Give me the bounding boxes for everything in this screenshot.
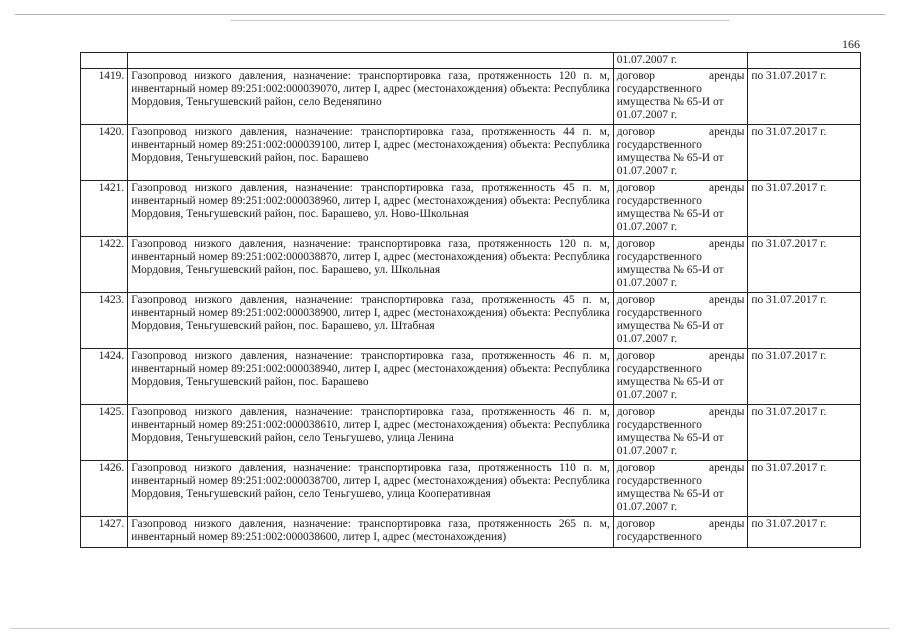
row-term: [748, 349, 861, 405]
basis-rest: государственного имущества № 65-И от 01.07.2007 г.: [616, 307, 724, 345]
basis-rest: государственного имущества № 65-И от 01.07.2007 г.: [616, 419, 724, 457]
row-term-text: по 31.07.2017 г.: [751, 70, 827, 82]
row-description: [128, 237, 613, 293]
row-description: [128, 69, 613, 125]
row-basis: [613, 517, 748, 548]
table-row: [81, 349, 861, 405]
registry-table: [80, 52, 861, 548]
row-number: [81, 181, 128, 237]
scan-artifact-bottom: [10, 628, 890, 629]
row-number: [81, 293, 128, 349]
row-number-text: 1419.: [98, 70, 125, 82]
basis-rest: государственного имущества № 65-И от 01.07.2007 г.: [616, 363, 724, 401]
row-description-text: Газопровод низкого давления, назначение: транспортировка газа, протяженность 45 п. м, инвентарный номер 89:251:002:000038900, литер I, адрес (местонахождения) объекта: Республика Мордовия, Теньгушевский район, пос. Барашево, ул. Штабная: [131, 294, 610, 332]
row-description-text: Газопровод низкого давления, назначение: транспортировка газа, протяженность 46 п. м, инвентарный номер 89:251:002:000038610, литер I, адрес (местонахождения) объекта: Республика Мордовия, Теньгушевский район, село Теньгушево, улица Ленина: [131, 406, 610, 444]
row-term-text: по 31.07.2017 г.: [751, 182, 827, 194]
basis-word-1: договор: [616, 126, 655, 138]
row-term: [748, 461, 861, 517]
basis-line: [617, 238, 745, 251]
cell-term: [748, 53, 861, 69]
row-number: [81, 237, 128, 293]
basis-word-1: договор: [616, 238, 655, 250]
table-row: [81, 293, 861, 349]
row-description: [128, 461, 613, 517]
row-description-text: Газопровод низкого давления, назначение: транспортировка газа, протяженность 44 п. м, инвентарный номер 89:251:002:000039100, литер I, адрес (местонахождения) объекта: Республика Мордовия, Теньгушевский район, пос. Барашево: [131, 126, 610, 164]
scan-artifact-top-2: [230, 20, 730, 21]
basis-rest: государственного имущества № 65-И от 01.07.2007 г.: [616, 475, 724, 513]
row-description: [128, 293, 613, 349]
basis-word-1: договор: [616, 70, 655, 82]
table-row: [81, 181, 861, 237]
row-basis: [613, 125, 748, 181]
basis-rest: государственного имущества № 65-И от 01.07.2007 г.: [616, 195, 724, 233]
row-term: [748, 293, 861, 349]
basis-word-1: договор: [616, 182, 655, 194]
scan-artifact-top: [15, 14, 885, 15]
row-term-text: по 31.07.2017 г.: [751, 294, 827, 306]
row-description: [128, 405, 613, 461]
row-term-text: по 31.07.2017 г.: [751, 406, 827, 418]
row-basis: [613, 181, 748, 237]
row-description-text: Газопровод низкого давления, назначение: транспортировка газа, протяженность 265 п. м, инвентарный номер 89:251:002:000038600, литер I, адрес (местонахождения): [131, 518, 610, 543]
row-basis: [613, 293, 748, 349]
basis-word-1: договор: [616, 350, 655, 362]
basis-word-2: аренды: [709, 462, 745, 474]
row-description: [128, 181, 613, 237]
table-row: [81, 461, 861, 517]
row-term: [748, 181, 861, 237]
row-number: [81, 69, 128, 125]
row-term: [748, 69, 861, 125]
row-number-text: 1422.: [98, 238, 125, 250]
table-row: [81, 237, 861, 293]
row-description: [128, 349, 613, 405]
row-term-text: по 31.07.2017 г.: [751, 238, 827, 250]
row-number: [81, 517, 128, 548]
basis-rest: государственного имущества № 65-И от 01.07.2007 г.: [616, 251, 724, 289]
basis-line: [617, 462, 745, 475]
cell-basis: [613, 53, 748, 69]
row-description: [128, 517, 613, 548]
row-number-text: 1420.: [98, 126, 125, 138]
row-basis: [613, 405, 748, 461]
row-number: [81, 405, 128, 461]
row-description-text: Газопровод низкого давления, назначение: транспортировка газа, протяженность 120 п. м, инвентарный номер 89:251:002:000038870, литер I, адрес (местонахождения) объекта: Республика Мордовия, Теньгушевский район, пос. Барашево, ул. Школьная: [131, 238, 610, 276]
row-term-text: по 31.07.2017 г.: [751, 350, 827, 362]
basis-word-1: договор: [616, 462, 655, 474]
row-description-text: Газопровод низкого давления, назначение: транспортировка газа, протяженность 46 п. м, инвентарный номер 89:251:002:000038940, литер I, адрес (местонахождения) объекта: Республика Мордовия, Теньгушевский район, пос. Барашево: [131, 350, 610, 388]
basis-word-2: аренды: [709, 70, 745, 82]
row-term-text: по 31.07.2017 г.: [751, 462, 827, 474]
row-number-text: 1426.: [98, 462, 125, 474]
basis-rest: государственного: [616, 531, 702, 543]
row-number: [81, 461, 128, 517]
table-row: [81, 517, 861, 548]
basis-line: [617, 182, 745, 195]
row-description: [128, 125, 613, 181]
basis-word-1: договор: [616, 406, 655, 418]
basis-word-1: договор: [616, 294, 655, 306]
basis-rest: государственного имущества № 65-И от 01.07.2007 г.: [616, 83, 724, 121]
row-description-text: Газопровод низкого давления, назначение: транспортировка газа, протяженность 110 п. м, инвентарный номер 89:251:002:000038700, литер I, адрес (местонахождения) объекта: Республика Мордовия, Теньгушевский район, село Теньгушево, улица Кооперативная: [131, 462, 610, 500]
row-number-text: 1421.: [98, 182, 125, 194]
table-row-continued: [81, 53, 861, 69]
basis-line: [617, 518, 745, 531]
basis-line: [617, 126, 745, 139]
basis-word-2: аренды: [709, 182, 745, 194]
basis-word-2: аренды: [709, 238, 745, 250]
row-basis: [613, 349, 748, 405]
basis-word-2: аренды: [709, 126, 745, 138]
row-description-text: Газопровод низкого давления, назначение: транспортировка газа, протяженность 45 п. м, инвентарный номер 89:251:002:000038960, литер I, адрес (местонахождения) объекта: Республика Мордовия, Теньгушевский район, пос. Барашево, ул. Ново-Школьная: [131, 182, 610, 220]
row-basis: [613, 237, 748, 293]
basis-word-1: договор: [616, 518, 655, 530]
row-term: [748, 517, 861, 548]
basis-line: [617, 406, 745, 419]
table-row: [81, 69, 861, 125]
table-row: [81, 125, 861, 181]
cell-num: [81, 53, 128, 69]
cell-desc: [128, 53, 613, 69]
row-term-text: по 31.07.2017 г.: [751, 126, 827, 138]
row-term-text: по 31.07.2017 г.: [751, 518, 827, 530]
row-number-text: 1427.: [98, 518, 125, 530]
row-number: [81, 349, 128, 405]
basis-word-2: аренды: [709, 406, 745, 418]
prev-row-date: 01.07.2007 г.: [616, 54, 678, 66]
row-term: [748, 125, 861, 181]
basis-word-2: аренды: [709, 518, 745, 530]
row-basis: [613, 461, 748, 517]
basis-word-2: аренды: [709, 350, 745, 362]
row-basis: [613, 69, 748, 125]
row-number-text: 1424.: [98, 350, 125, 362]
basis-line: [617, 70, 745, 83]
table-row: [81, 405, 861, 461]
page-number: 166: [842, 37, 860, 51]
row-number-text: 1423.: [98, 294, 125, 306]
row-term: [748, 237, 861, 293]
basis-rest: государственного имущества № 65-И от 01.07.2007 г.: [616, 139, 724, 177]
row-description-text: Газопровод низкого давления, назначение: транспортировка газа, протяженность 120 п. м, инвентарный номер 89:251:002:000039070, литер I, адрес (местонахождения) объекта: Республика Мордовия, Теньгушевский район, село Веденяпино: [131, 70, 610, 108]
row-term: [748, 405, 861, 461]
row-number-text: 1425.: [98, 406, 125, 418]
row-number: [81, 125, 128, 181]
basis-line: [617, 294, 745, 307]
basis-line: [617, 350, 745, 363]
basis-word-2: аренды: [709, 294, 745, 306]
